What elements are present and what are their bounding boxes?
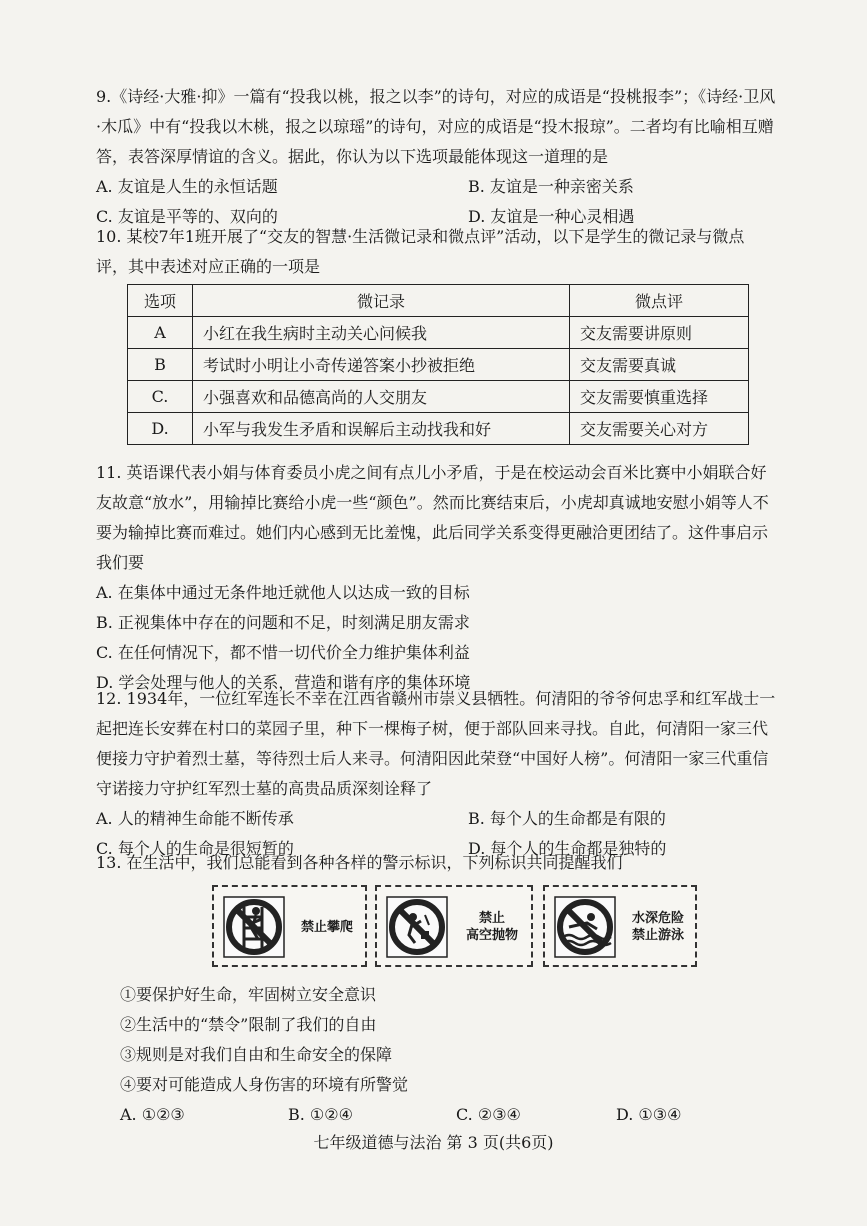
question-13-statements: [120, 980, 776, 1130]
table-cell-comment: 交友需要关心对方: [570, 413, 749, 445]
table-header-option: 选项: [128, 285, 193, 317]
question-12-option-b[interactable]: B. 每个人的生命都是有限的: [468, 809, 666, 828]
table-cell-record: 考试时小明让小奇传递答案小抄被拒绝: [193, 349, 570, 381]
question-13-option-a[interactable]: A. ①②③: [120, 1105, 185, 1124]
table-cell-record: 小军与我发生矛盾和误解后主动找我和好: [193, 413, 570, 445]
table-cell-option: D.: [128, 413, 193, 445]
question-9-option-c[interactable]: C. 友谊是平等的、双向的: [96, 207, 278, 226]
table-cell-option: C.: [128, 381, 193, 413]
sign-label-line: 禁止: [478, 911, 505, 926]
question-10: [96, 222, 776, 282]
question-13-stem: 13. 在生活中，我们总能看到各种各样的警示标识，下列标识共同提醒我们: [96, 853, 623, 872]
page-footer: 七年级道德与法治 第 3 页(共6页): [313, 1133, 554, 1152]
table-cell-option: A: [128, 317, 193, 349]
question-12-stem: 12. 1934年，一位红军连长不幸在江西省赣州市崇义县牺牲。何清阳的爷爷何忠孚和红军战士一起把连长安葬在村口的菜园子里，种下一棵梅子树，便于部队回来寻找。自此，何清阳一家三代便接力守护着烈士墓，等待烈士后人来寻。何清阳因此荣登“中国好人榜”。何清阳一家三代重信守诺接力守护红军烈士墓的高贵品质深刻诠释了: [96, 689, 776, 798]
no-throwing-icon: [385, 895, 449, 959]
question-11-options: [96, 578, 776, 698]
question-11: [96, 458, 776, 698]
question-11-option-d[interactable]: D. 学会处理与他人的关系，营造和谐有序的集体环境: [96, 673, 471, 692]
table-cell-option: B: [128, 349, 193, 381]
warning-signs: [212, 885, 697, 969]
table-row[interactable]: [128, 381, 749, 413]
sign-label-line: 禁止游泳: [631, 928, 684, 943]
table-cell-comment: 交友需要讲原则: [570, 317, 749, 349]
question-9-option-b[interactable]: B. 友谊是一种亲密关系: [468, 177, 634, 196]
question-13-options: [120, 1100, 776, 1130]
question-13-option-b[interactable]: B. ①②④: [288, 1105, 353, 1124]
question-11-option-a[interactable]: A. 在集体中通过无条件地迁就他人以达成一致的目标: [96, 583, 470, 602]
question-11-stem: 11. 英语课代表小娟与体育委员小虎之间有点儿小矛盾，于是在校运动会百米比赛中小娟联合好友故意“放水”，用输掉比赛给小虎一些“颜色”。然而比赛结束后，小虎却真诚地安慰小娟等人不要为输掉比赛而难过。她们内心感到无比羞愧，此后同学关系变得更融洽更团结了。这件事启示我们要: [96, 463, 769, 572]
statement-1: ①要保护好生命，牢固树立安全意识: [120, 985, 377, 1004]
question-9-option-a[interactable]: A. 友谊是人生的永恒话题: [96, 177, 278, 196]
sign-label-line: 水深危险: [631, 911, 684, 926]
sign-label: [294, 919, 360, 936]
sign-label-line: 高空抛物: [465, 928, 518, 943]
question-9-option-d[interactable]: D. 友谊是一种心灵相遇: [468, 207, 635, 226]
statement-2: ②生活中的“禁令”限制了我们的自由: [120, 1015, 377, 1034]
question-11-option-c[interactable]: C. 在任何情况下，都不惜一切代价全力维护集体利益: [96, 643, 470, 662]
question-11-option-b[interactable]: B. 正视集体中存在的问题和不足，时刻满足朋友需求: [96, 613, 470, 632]
warning-sign: [543, 885, 697, 967]
table-header-row: [128, 285, 749, 317]
question-13-option-c[interactable]: C. ②③④: [456, 1105, 521, 1124]
question-12: [96, 684, 776, 864]
question-12-option-d[interactable]: D. 每个人的生命都是独特的: [468, 839, 667, 858]
table-row[interactable]: [128, 349, 749, 381]
sign-label-line: 禁止攀爬: [300, 920, 353, 935]
warning-sign: [375, 885, 533, 967]
question-13-option-d[interactable]: D. ①③④: [616, 1105, 682, 1124]
warning-sign: [212, 885, 367, 967]
question-10-stem: 10. 某校7年1班开展了“交友的智慧·生活微记录和微点评”活动，以下是学生的微记录与微点评，其中表述对应正确的一项是: [96, 227, 745, 276]
question-12-option-c[interactable]: C. 每个人的生命是很短暂的: [96, 839, 294, 858]
no-swimming-icon: [553, 895, 617, 959]
no-climbing-icon: [222, 895, 286, 959]
table-row[interactable]: [128, 413, 749, 445]
table-cell-record: 小红在我生病时主动关心问候我: [193, 317, 570, 349]
question-10-table: [127, 284, 749, 445]
table-cell-comment: 交友需要慎重选择: [570, 381, 749, 413]
table-cell-record: 小强喜欢和品德高尚的人交朋友: [193, 381, 570, 413]
question-9-stem: 9.《诗经·大雅·抑》一篇有“投我以桃，报之以李”的诗句，对应的成语是“投桃报李”；《诗经·卫风·木瓜》中有“投我以木桃，报之以琼瑶”的诗句，对应的成语是“投木报琼”。二者均有比喻相互赠答，表答深厚情谊的含义。据此，你认为以下选项最能体现这一道理的是: [96, 87, 776, 166]
table-cell-comment: 交友需要真诚: [570, 349, 749, 381]
question-9: [96, 82, 776, 232]
sign-label: [623, 910, 693, 944]
question-12-option-a[interactable]: A. 人的精神生命能不断传承: [96, 809, 294, 828]
table-row[interactable]: [128, 317, 749, 349]
statement-4: ④要对可能造成人身伤害的环境有所警觉: [120, 1075, 409, 1094]
table-header-comment: 微点评: [570, 285, 749, 317]
question-13: [96, 848, 776, 878]
sign-label: [457, 910, 527, 944]
table-header-record: 微记录: [193, 285, 570, 317]
statement-3: ③规则是对我们自由和生命安全的保障: [120, 1045, 393, 1064]
